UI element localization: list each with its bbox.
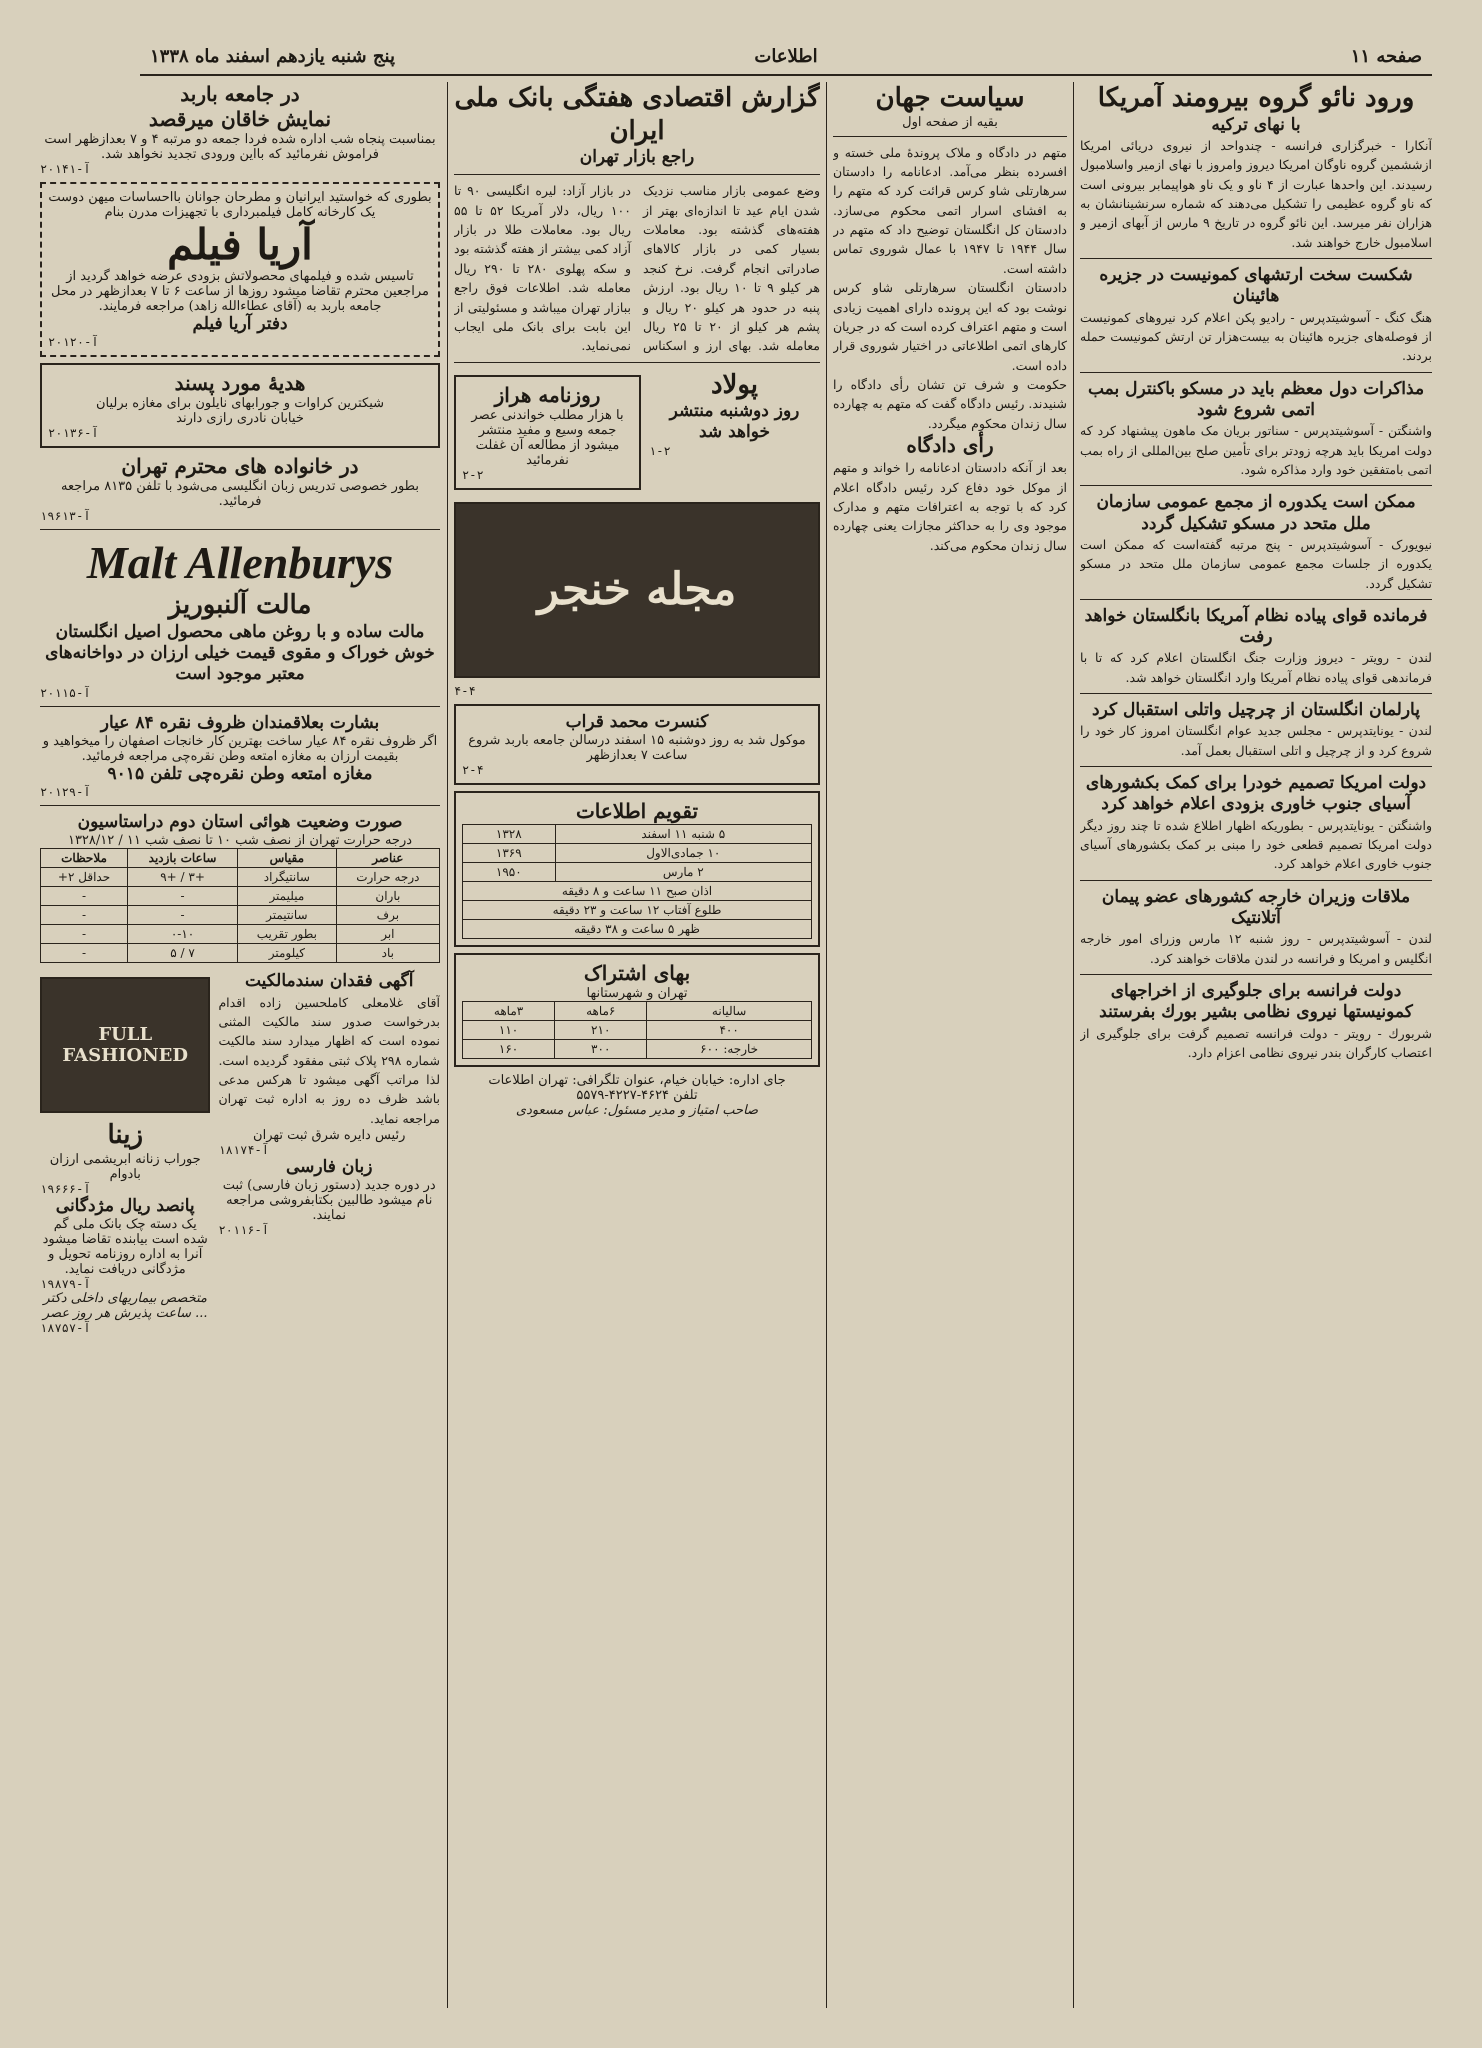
ad-body: بطور خصوصی تدریس زبان انگلیسی می‌شود با تلفن ۸۱۳۵ مراجعه فرمائید.	[61, 479, 419, 510]
ad-body: در دوره جدید (دستور زبان فارسی) ثبت نام میشود طالبین بکتابفروشی مراجعه نمایند.	[222, 1178, 436, 1224]
ad-body: مالت ساده و با روغن ماهی محصول اصیل انگلستان خوش خوراک و مقوی قیمت خیلی ارزان در دواخانه‌های معتبر موجود است	[45, 621, 435, 685]
ad-brand: آریا فیلم	[167, 220, 313, 269]
cell: بطور تقریب	[238, 925, 337, 944]
header-cell: ساعات بازدید	[128, 849, 238, 868]
cell: ۶ماهه	[555, 1001, 647, 1020]
cell: باد	[336, 944, 439, 963]
headline-bank-report: گزارش اقتصادی هفتگی بانک ملی ایران	[454, 83, 820, 146]
subhead: ممکن است یکدوره از مجمع عمومی سازمان ملل متحد در مسکو تشکیل گردد	[1096, 492, 1416, 534]
divider	[454, 174, 820, 175]
subhead: پارلمان انگلستان از چرچیل واتلی استقبال کرد	[1092, 700, 1420, 721]
column-ads	[40, 82, 440, 2008]
calendar-box	[454, 791, 820, 947]
cell: کیلومتر	[238, 944, 337, 963]
ad-code: ۲-۴	[462, 762, 484, 777]
cell: ۲ مارس	[555, 862, 811, 881]
ad-subtitle: روز دوشنبه منتشر خواهد شد	[669, 401, 800, 443]
cell: +۳ / +۹	[128, 868, 238, 887]
subhead: با نهای ترکیه	[1211, 114, 1301, 135]
ad-body: با هزار مطلب خواندنی عصر جمعه وسیع و مفید منتشر میشود از مطالعه آن غفلت نفرمائید	[471, 407, 624, 468]
paper-name: اطلاعات	[754, 46, 818, 67]
ad-headline: نمایش خاقان میرقصد	[148, 107, 332, 131]
ad-title: در جامعه باربد	[180, 82, 300, 106]
ad-body: یک دسته چک بانک ملی گم شده است بیابنده تقاضا میشود آنرا به اداره روزنامه تحویل و مژدگانی دریافت نماید.	[42, 1217, 208, 1277]
continued-note: بقیه از صفحه اول	[902, 114, 998, 130]
bottom-ads	[40, 971, 440, 1335]
cell: ۴۰۰	[647, 1020, 812, 1039]
table-row	[463, 900, 812, 919]
ad-code: ۱۹۶۶۶-آ	[40, 1181, 91, 1196]
cell: ۷ / ۵	[128, 944, 238, 963]
column-economy	[454, 82, 820, 2008]
ad-title: آگهی فقدان سندمالکیت	[244, 971, 414, 992]
subhead-verdict: رأی دادگاه	[906, 433, 994, 458]
subhead: شکست سخت ارتشهای کمونیست در جزیره هائینان	[1099, 265, 1413, 307]
ad-body: تاسیس شده و فیلمهای محصولاتش بزودی عرضه خواهد گردید از مراجعین محترم تقاضا میشود روزها از ساعت ۶ تا ۷ بعدازظهر در محل جامعه باربد به (آقای عطاءالله زاهد) مراجعه فرمایند.	[51, 269, 429, 314]
cell: -	[41, 906, 128, 925]
divider	[1080, 599, 1432, 600]
cell: طلوع آفتاب ۱۲ ساعت و ۲۳ دقیقه	[463, 900, 812, 919]
table-row	[463, 1020, 812, 1039]
article-body: واشنگتن - یونایتدپرس - بطوریکه اظهار اطلاع شده تا چند روز دیگر دولت امریکا تصمیم قطعی خود را مبنی بر کمک بکشورهای آسیای جنوب خاوری اعلام خواهد کرد.	[1080, 817, 1432, 872]
ad-code: ۲۰۱۱۶-آ	[218, 1223, 270, 1238]
cell: ۳ماهه	[463, 1001, 555, 1020]
ad-code: ۱۸۷۵۷-آ	[40, 1321, 91, 1335]
subhead: راجع بازار تهران	[579, 147, 695, 167]
ad-poulad	[649, 369, 820, 496]
cell: باران	[336, 887, 439, 906]
malt-brand-en: Malt Allenburys	[86, 537, 394, 589]
table-row	[41, 944, 440, 963]
malt-brand-fa: مالت آلنبوریز	[168, 590, 312, 621]
cell: ۱۹۵۰	[463, 862, 556, 881]
subscription-table	[462, 1001, 812, 1059]
table-row	[463, 919, 812, 938]
ad-code: ۲۰۱۱۵-آ	[40, 685, 91, 700]
ad-code: ۴-۴	[454, 683, 476, 698]
subhead: دولت فرانسه برای جلوگیری از اخراجهای کمونیستها نیروی نظامی بشیر بورك بفرستند	[1099, 981, 1413, 1023]
cell: ۰-۱۰	[128, 925, 238, 944]
article-body: لندن - یونایتدپرس - مجلس جدید عوام انگلستان امروز کار خود را شروع کرد و از چرچیل و اتلی استقبال بعمل آمد.	[1080, 723, 1432, 758]
cell: -	[128, 906, 238, 925]
calendar-title: تقویم اطلاعات	[575, 798, 699, 823]
cell: ظهر ۵ ساعت و ۳۸ دقیقه	[463, 919, 812, 938]
cell: -	[41, 944, 128, 963]
cell: ۳۰۰	[555, 1039, 647, 1058]
cell: سالیانه	[647, 1001, 812, 1020]
header-cell: مقیاس	[238, 849, 337, 868]
cell: میلیمتر	[238, 887, 337, 906]
article-body: هنگ کنگ - آسوشیتدپرس - رادیو پکن اعلام کرد نیروهای کمونیست از فوصله‌های جزیره هائینان به بیست‌هزار تن ارتش کمونیست حمله بردند.	[1080, 309, 1432, 364]
ad-code: ۲-۲	[462, 467, 484, 482]
cell: خارجه: ۶۰۰	[647, 1039, 812, 1058]
ad-phone: مغازه امتعه وطن نقره‌چی تلفن ۹۰۱۵	[107, 763, 373, 784]
divider	[1080, 372, 1432, 373]
ad-footer: دفتر آریا فیلم	[192, 314, 288, 334]
cell: -	[41, 887, 128, 906]
ad-code: ۲۰۱۴۱-آ	[40, 162, 91, 176]
table-row	[41, 887, 440, 906]
page-number: صفحه ۱۱	[1350, 46, 1422, 67]
article-body: شربورك - رویتر - دولت فرانسه تصمیم گرفت برای جلوگیری از اعتصاب کارگران بندر نیروی نظامی اعزام دارد.	[1080, 1025, 1432, 1060]
divider	[833, 136, 1067, 137]
article-body: حکومت و شرف تن تشان رأی دادگاه را شنیدند. رئیس دادگاه گفت که متهم به چهارده سال زندان محکوم میگردد.	[833, 377, 1067, 431]
article-body: آنکارا - خبرگزاری فرانسه - چندواحد از نیروی دریائی امریکا ازششمین گروه ناوگان امریکا دیروز وامروز با نهای ازمیر واسلامبول رسیدند. این واحدها عبارت از ۴ ناو و یک ناو هواپیمابر بیرونی است که ناو گروه عظیمی را تشکیل می‌دهند که شماره سرنشینانشان به هزاران نفر میرسد. این نائو گروه در تاریخ ۹ مارس از آبهای ازمیر و اسلامبول خارج خواهند شد.	[1080, 137, 1432, 250]
table-row	[463, 881, 812, 900]
column-world-news	[1080, 82, 1432, 2008]
ad-title: در خانواده های محترم تهران	[121, 454, 359, 479]
ad-body: جوراب زنانه ابریشمی ارزان بادوام	[49, 1151, 201, 1182]
headline-fleet: ورود نائو گروه بیرومند آمریکا	[1097, 83, 1415, 113]
issue-date: پنج شنبه یازدهم اسفند ماه ۱۳۳۸	[150, 46, 395, 67]
ad-code: ۱۹۸۷۹-آ	[40, 1277, 91, 1291]
ad-code: ۱۹۶۱۳-آ	[40, 509, 91, 524]
divider	[1080, 766, 1432, 767]
table-row	[463, 1001, 812, 1020]
table-row	[41, 906, 440, 925]
cell: ۱۰ جمادی‌الاول	[555, 843, 811, 862]
article-body: لندن - رویتر - دیروز وزارت جنگ انگلستان اعلام کرد که تا با فرماندهی قوای پیاده نظام آمریکا وارد انگلستان خواهد شد.	[1080, 650, 1432, 685]
ad-title: زینا	[107, 1120, 143, 1151]
cell: حداقل ۲+	[41, 868, 128, 887]
cell: برف	[336, 906, 439, 925]
headline-politics: سیاست جهان	[875, 83, 1025, 113]
cell: سانتیمتر	[238, 906, 337, 925]
gift-ad	[40, 363, 440, 448]
ad-title: روزنامه هراز	[494, 382, 601, 407]
ad-address: خیابان نادری رازی دارند	[176, 411, 304, 427]
ad-title: هدیهٔ مورد پسند	[174, 371, 306, 396]
subscription-title: بهای اشتراک	[583, 960, 691, 985]
ad-title: بشارت بعلاقمندان ظروف نقره ۸۴ عیار	[100, 712, 380, 733]
magazine-khanjar-ad: مجله خنجر	[454, 502, 820, 678]
ad-row	[454, 369, 820, 496]
office-phones: تلفن ۴۶۲۴-۴۲۲۷-۵۵۷۹	[576, 1087, 698, 1103]
article-body: لندن - آسوشیتدپرس - روز شنبه ۱۲ مارس وزرای امور خارجه انگلیس و امریکا و فرانسه در لندن ملاقات خواهند کرد.	[1080, 931, 1432, 966]
table-row	[463, 1039, 812, 1058]
header-cell: عناصر	[336, 849, 439, 868]
weather-table	[40, 848, 440, 963]
cell: ۱۳۲۸	[463, 824, 556, 843]
ad-signature: رئیس دایره شرق ثبت تهران	[253, 1128, 406, 1144]
concert-ad	[454, 704, 820, 785]
subhead: ملاقات وزیران خارجه کشورهای عضو پیمان آتلانتیک	[1101, 886, 1411, 928]
ad-code: ۱۸۱۷۴-آ	[218, 1143, 270, 1158]
article-body: متهم در دادگاه و ملاک پروندهٔ ملی خسته و افسرده بنظر می‌آمد. ادعانامه را دادستان سرهارتلی شاو کرس قرائت کرد که متهم را به افشای اسرار اتمی محکوم می‌سازد. دادستان کل انگلستان توضیح داد که متهم در سال ۱۹۴۴ تا ۱۹۴۷ با عمال شوروی تماس داشته است.	[833, 144, 1067, 276]
aria-film-ad	[40, 182, 440, 357]
deed-loss-ad	[218, 971, 440, 1335]
ad-code: ۲۰۱۳۶-آ	[48, 426, 99, 441]
table-row	[41, 868, 440, 887]
divider	[40, 805, 440, 806]
table-row	[463, 843, 812, 862]
table-row	[463, 862, 812, 881]
table-row	[463, 824, 812, 843]
article-body: دادستان انگلستان سرهارتلی شاو کرس نوشت بود که این پرونده دارای اهمیت زیادی است و متهم اعتراف کرده است که در جریان کارهای اتمی اطلاعاتی در اختیار شوروی قرار داده است.	[833, 280, 1067, 373]
publisher-line: صاحب امتیاز و مدیر مسئول: عباس مسعودی	[515, 1102, 759, 1118]
article-body	[454, 181, 820, 355]
divider	[1080, 880, 1432, 881]
cell: ۲۱۰	[555, 1020, 647, 1039]
cell: -	[128, 887, 238, 906]
article-paragraph: وضع عمومی بازار مناسب نزدیک شدن ایام عید تا اندازه‌ای بهتر از هفته‌های گذشته بود. معاملات بسیار کمی در بازار کالاهای صادراتی انجام گرفت. نرخ کنجد هر کیلو ۹ تا ۱۰ ریال بود. ارزش پنبه در حدود هر کیلو ۲۰ ریال و پشم هر کیلو از ۲۰ تا ۲۵ ریال معامله شد.	[643, 183, 820, 354]
table-row	[41, 925, 440, 944]
article-body: واشنگتن - آسوشیتدپرس - سناتور بریان مک ماهون پیشنهاد کرد که دولت امریکا باید هرچه زودتر برای تأمین صلح بین‌المللی از راه بمب اتمی بامتفقین خود وارد مذاکره شود.	[1080, 423, 1432, 477]
ad-title: پولاد	[710, 369, 759, 400]
ad-brand-image: FULL FASHIONED	[40, 977, 210, 1113]
divider	[1080, 485, 1432, 486]
cell: ۱۳۶۹	[463, 843, 556, 862]
cell: اذان صبح ۱۱ ساعت و ۸ دقیقه	[463, 881, 812, 900]
cell: ۱۶۰	[463, 1039, 555, 1058]
doctor-ad: متخصص بیماریهای داخلی دکتر ... ساعت پذیرش هر روز عصر	[42, 1291, 208, 1321]
cell: -	[41, 925, 128, 944]
ad-intro: بطوری که خواستید ایرانیان و مطرحان جوانان بااحساسات میهن دوست یک کارخانه کامل فیلمبرداری با تجهیزات مدرن بنام	[48, 190, 432, 220]
ad-code: ۲۰۱۲۰-آ	[48, 335, 99, 350]
cell: درجه حرارت	[336, 868, 439, 887]
subscription-box	[454, 953, 820, 1067]
ad-title: پانصد ریال مژدگانی	[55, 1195, 195, 1216]
weather-subtitle: درجه حرارت تهران از نصف شب ۱۰ تا نصف شب ۱۱ / ۱۳۲۸/۱۲	[67, 833, 413, 849]
cell: ۱۱۰	[463, 1020, 555, 1039]
divider	[1080, 974, 1432, 975]
ad-body: اگر ظروف نقره ۸۴ عیار ساخت بهترین کار خانجات اصفهان را میخواهید و بقیمت ارزان به مغازه امتعه وطن نقره‌چی مراجعه فرمائید.	[42, 733, 438, 764]
divider	[1080, 693, 1432, 694]
article-body: نیویورک - آسوشیتدپرس - پنج مرتبه گفته‌است که ممکن است یکدوره از جلسات مجمع عمومی سازمان ملل متحد در مسکو تشکیل گردد.	[1080, 536, 1432, 591]
cell: سانتیگراد	[238, 868, 337, 887]
article-body: بعد از آنکه دادستان ادعانامه را خواند و متهم از موکل خود دفاع کرد رئیس دادگاه اعلام کرد که با توجه به اعترافات متهم و مدارک موجود وی را به حداکثر مجازات یعنی چهارده سال زندان محکوم می‌کند.	[833, 460, 1067, 553]
column-rule	[447, 82, 448, 2008]
ad-body: بمناسبت پنجاه شب اداره شده فردا جمعه دو مرتبه ۴ و ۷ بعدازظهر است فراموش نفرمائید که بااین ورودی تجدید نخواهد شد.	[44, 132, 436, 162]
ad-body: موکول شد به روز دوشنبه ۱۵ اسفند درسالن جامعه باربد شروع ساعت ۷ بعدازظهر	[468, 732, 806, 763]
column-rule	[826, 82, 827, 2008]
divider	[40, 529, 440, 530]
divider	[40, 706, 440, 707]
subhead: مذاکرات دول معظم باید در مسکو باکنترل بمب اتمی شروع شود	[1087, 378, 1425, 420]
header-cell: ملاحظات	[41, 849, 128, 868]
subhead: فرمانده قوای پیاده نظام آمریکا بانگلستان خواهد رفت	[1084, 605, 1428, 648]
ad-code: ۱-۲	[649, 443, 671, 458]
office-address: جای اداره: خیابان خیام، عنوان تلگرافی: تهران اطلاعات	[488, 1072, 786, 1088]
cell: ۵ شنبه ۱۱ اسفند	[555, 824, 811, 843]
divider	[1080, 258, 1432, 259]
ad-body: شیکترین کراوات و جورابهای نایلون برای مغازه برلیان	[95, 396, 385, 412]
masthead	[140, 40, 1432, 76]
cell: ابر	[336, 925, 439, 944]
ad-haraz	[454, 375, 641, 490]
calendar-table	[462, 824, 812, 939]
subscription-subtitle: تهران و شهرستانها	[586, 985, 688, 1001]
column-politics	[833, 82, 1067, 2008]
ad-title: زبان فارسی	[285, 1157, 373, 1178]
column-rule	[1073, 82, 1074, 2008]
weather-title: صورت وضعیت هوائی استان دوم دراستاسیون	[77, 812, 403, 832]
ad-body: آقای غلامعلی کاملحسین زاده اقدام بدرخواست صدور سند مالکیت المثنی نموده است که اظهار میدارد سند مالکیت شماره ۲۹۸ پلاک ثبتی مفقود گردیده است. لذا مراتب آگهی میشود تا هرکس مدعی باشد ظرف ده روز به اداره ثبت تهران مراجعه نماید.	[218, 994, 440, 1126]
zina-ad	[40, 971, 210, 1335]
ad-title: کنسرت محمد قراب	[565, 711, 709, 732]
subhead: دولت امریکا تصمیم خودرا برای کمک بکشورهای آسیای جنوب خاوری بزودی اعلام خواهد کرد	[1085, 773, 1427, 815]
article-paragraph: اطلاعات فوق راجع ببازار تهران میباشد و مسئولیتی از این بابت برای بانک ملی ایجاب نمی‌نماید.	[454, 280, 631, 354]
table-header	[41, 849, 440, 868]
divider	[454, 362, 820, 363]
ad-code: ۲۰۱۲۹-آ	[40, 785, 91, 799]
article-paragraph: بهای ارز و اسکناس در بازار آزاد: لیره انگلیسی ۹۰ تا ۱۰۰ ریال، دلار آمریکا ۵۲ تا ۵۵ ریال بود. معاملات طلا در بازار آزاد کمی بیشتر از هفته گذشته بود و سکه پهلوی ۲۸۰ تا ۲۹۰ ریال معامله شد.	[454, 183, 752, 354]
